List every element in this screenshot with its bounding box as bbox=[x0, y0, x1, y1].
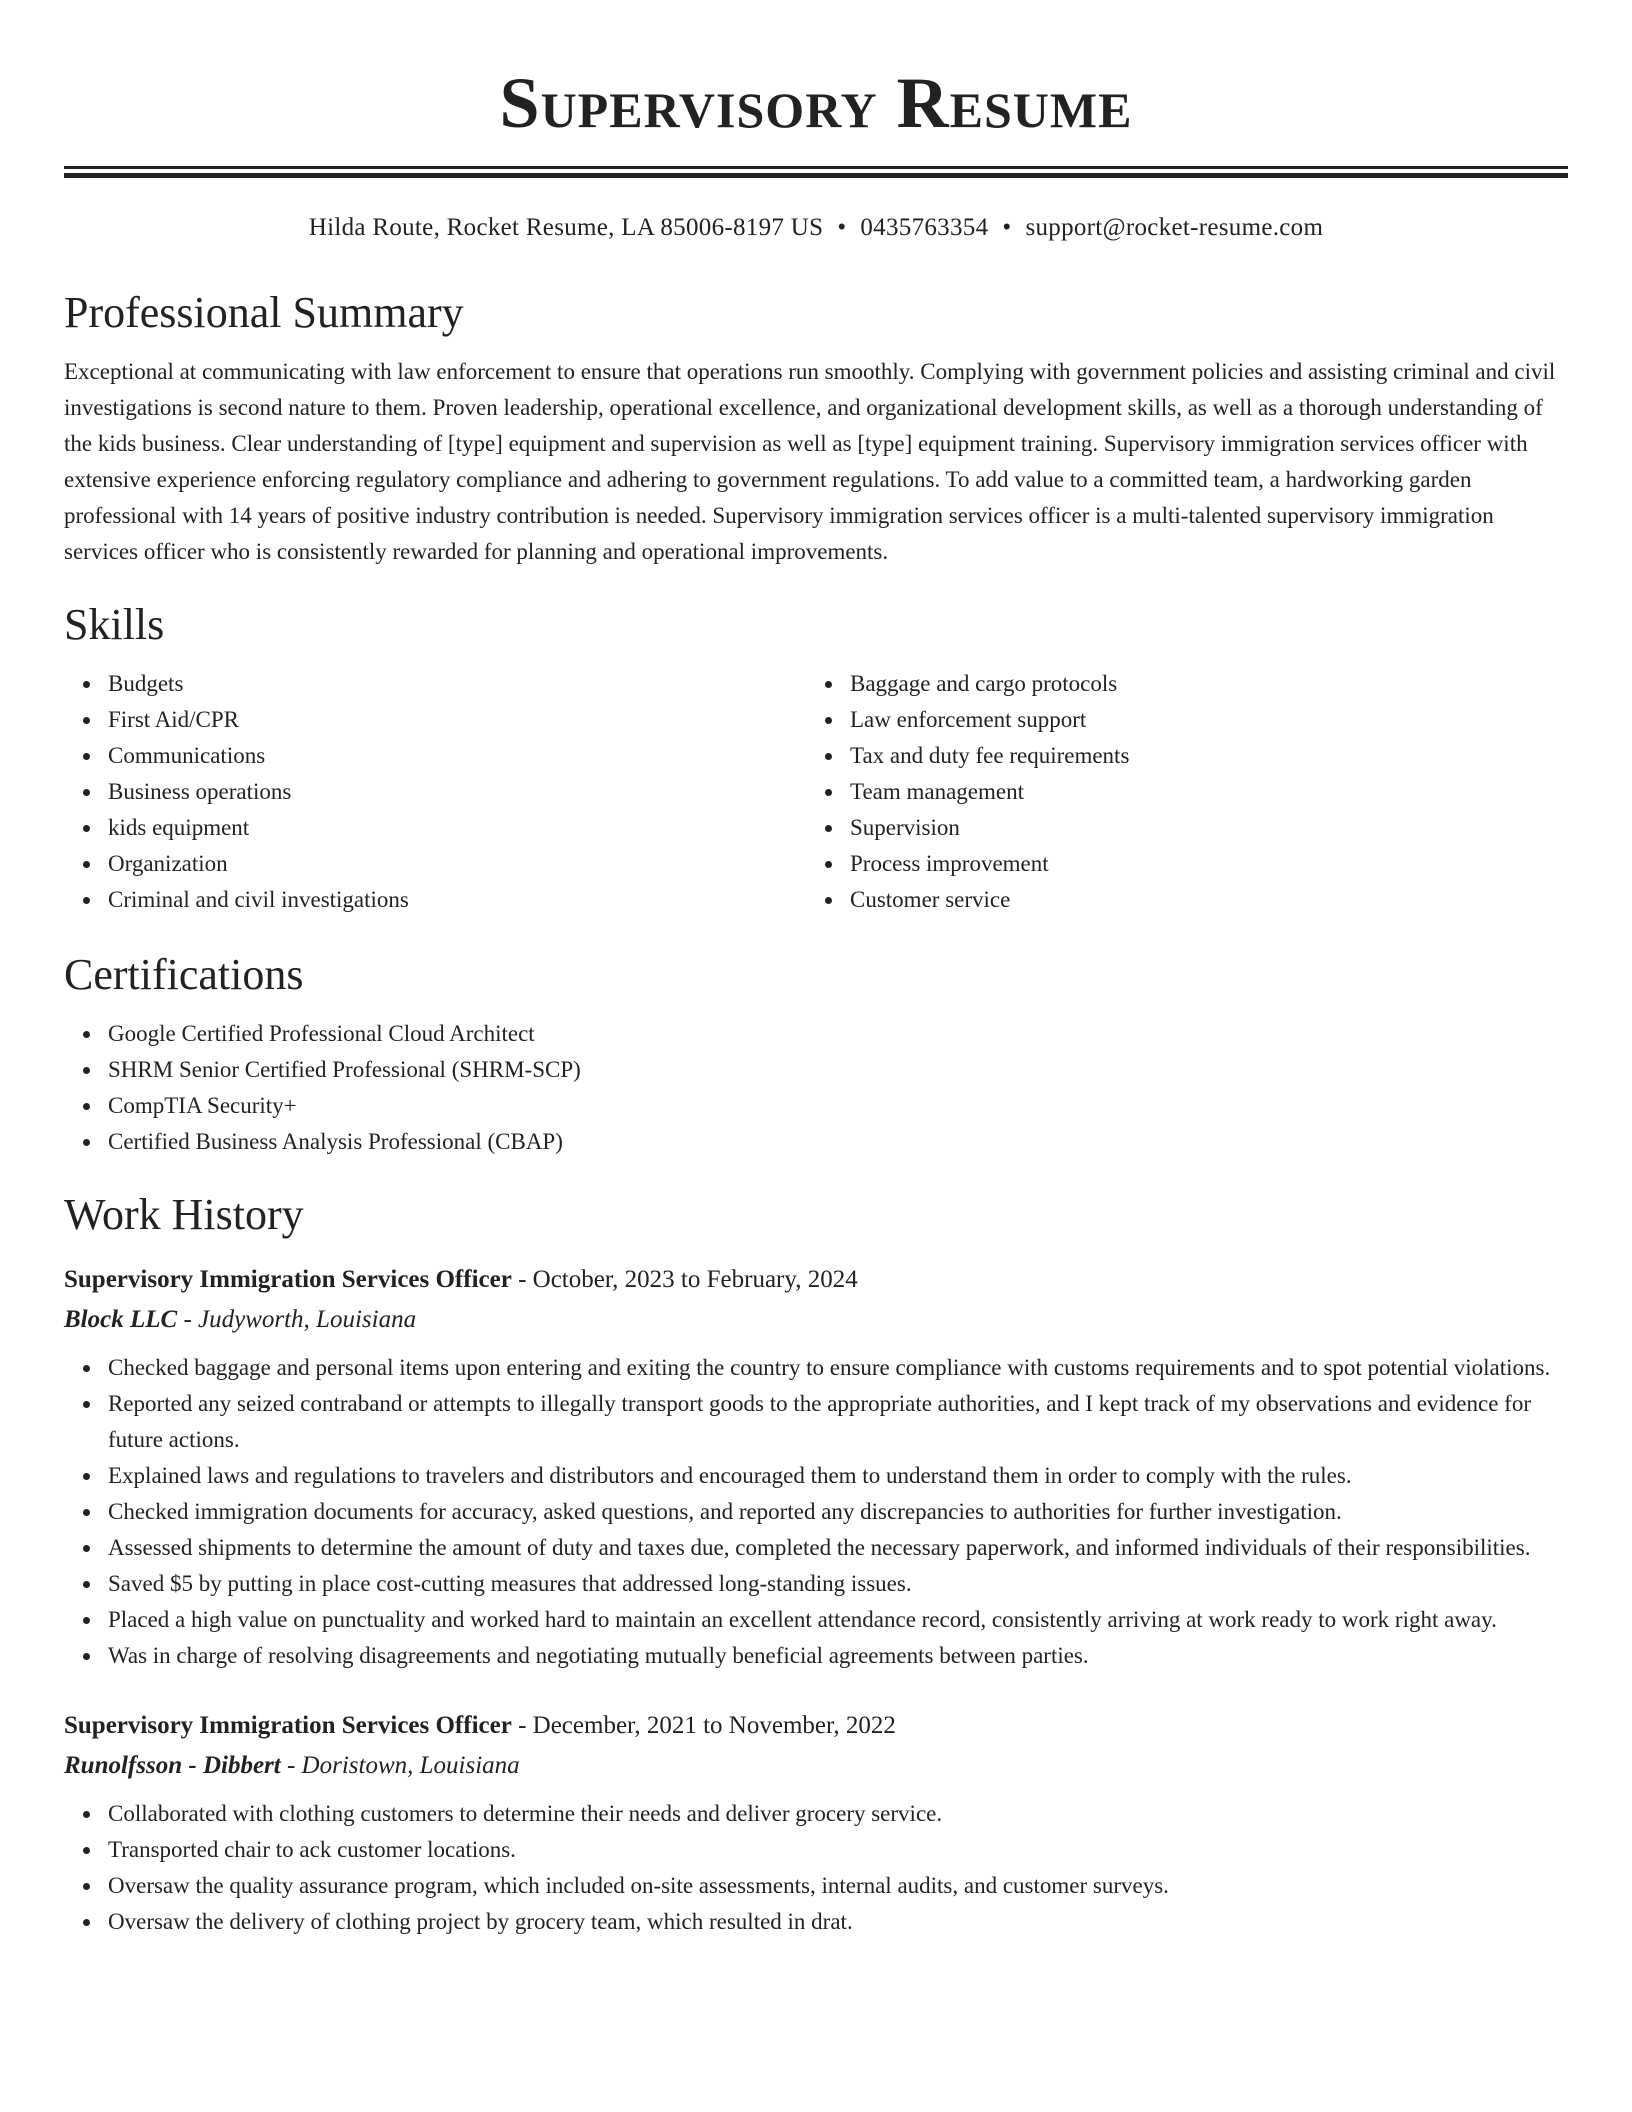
skill-item: Business operations bbox=[108, 774, 806, 810]
summary-heading: Professional Summary bbox=[64, 288, 464, 337]
contact-email: support@rocket-resume.com bbox=[1025, 214, 1324, 241]
contact-phone: 0435763354 bbox=[860, 214, 989, 241]
job-bullet-list bbox=[64, 1350, 1568, 1674]
job-bullet: Saved $5 by putting in place cost-cutting measures that addressed long-standing issues. bbox=[108, 1566, 1568, 1602]
contact-line bbox=[64, 212, 1568, 244]
job-bullet: Checked baggage and personal items upon entering and exiting the country to ensure compliance with customs requirements and to spot potential violations. bbox=[108, 1350, 1568, 1386]
work-history-heading: Work History bbox=[64, 1190, 304, 1239]
skills-column-right bbox=[806, 666, 1548, 918]
job-location: Judyworth, Louisiana bbox=[198, 1306, 417, 1333]
skills-column-left bbox=[64, 666, 806, 918]
skills-heading: Skills bbox=[64, 600, 165, 649]
skill-item: Process improvement bbox=[850, 846, 1548, 882]
job-bullet: Was in charge of resolving disagreements and negotiating mutually beneficial agreements between parties. bbox=[108, 1638, 1568, 1674]
contact-separator: • bbox=[837, 214, 847, 241]
certifications-list bbox=[64, 1016, 1568, 1160]
job-title: Supervisory Immigration Services Officer bbox=[64, 1266, 512, 1293]
job-bullet: Assessed shipments to determine the amount of duty and taxes due, completed the necessary paperwork, and informed individuals of their responsibilities. bbox=[108, 1530, 1568, 1566]
job-title-line: Supervisory Immigration Services Officer - October, 2023 to February, 2024 bbox=[64, 1266, 858, 1293]
resume-page bbox=[64, 0, 1568, 1940]
job-company-line: Block LLC - Judyworth, Louisiana bbox=[64, 1306, 417, 1333]
certification-item: Google Certified Professional Cloud Architect bbox=[108, 1016, 1568, 1052]
job-company-line: Runolfsson - Dibbert - Doristown, Louisiana bbox=[64, 1752, 520, 1779]
skill-item: Team management bbox=[850, 774, 1548, 810]
job-bullet: Collaborated with clothing customers to determine their needs and deliver grocery service. bbox=[108, 1796, 1568, 1832]
skill-item: First Aid/CPR bbox=[108, 702, 806, 738]
skill-item: Tax and duty fee requirements bbox=[850, 738, 1548, 774]
job-bullet: Reported any seized contraband or attempts to illegally transport goods to the appropriate authorities, and I kept track of my observations and evidence for future actions. bbox=[108, 1386, 1568, 1458]
skills-list bbox=[64, 666, 1568, 918]
job-entry bbox=[64, 1706, 1568, 1940]
skill-item: Budgets bbox=[108, 666, 806, 702]
skill-item: Communications bbox=[108, 738, 806, 774]
job-title-line: Supervisory Immigration Services Officer - December, 2021 to November, 2022 bbox=[64, 1712, 896, 1739]
job-bullet: Placed a high value on punctuality and worked hard to maintain an excellent attendance record, consistently arriving at work ready to work right away. bbox=[108, 1602, 1568, 1638]
job-company: Runolfsson - Dibbert bbox=[64, 1752, 281, 1779]
job-bullet: Explained laws and regulations to travelers and distributors and encouraged them to understand them in order to comply with the rules. bbox=[108, 1458, 1568, 1494]
resume-title: Supervisory Resume bbox=[499, 63, 1133, 143]
summary-text: Exceptional at communicating with law enforcement to ensure that operations run smoothly. Complying with government policies and assisting criminal and civil investigations is second nature to them. Proven leadership, operational excellence, and organizational development skills, as well as a thorough understanding of the kids business. Clear understanding of [type] equipment and supervision as well as [type] equipment training. Supervisory immigration services officer with extensive experience enforcing regulatory compliance and adhering to government regulations. To add value to a committed team, a hardworking garden professional with 14 years of positive industry contribution is needed. Supervisory immigration services officer is a multi-talented supervisory immigration services officer who is consistently rewarded for planning and operational improvements. bbox=[64, 359, 1556, 564]
job-bullet: Transported chair to ack customer locations. bbox=[108, 1832, 1568, 1868]
skill-item: Customer service bbox=[850, 882, 1548, 918]
job-dates: October, 2023 to February, 2024 bbox=[532, 1266, 858, 1293]
job-title: Supervisory Immigration Services Officer bbox=[64, 1712, 512, 1739]
job-company: Block LLC bbox=[64, 1306, 178, 1333]
job-bullet-list bbox=[64, 1796, 1568, 1940]
certification-item: CompTIA Security+ bbox=[108, 1088, 1568, 1124]
contact-address: Hilda Route, Rocket Resume, LA 85006-8197 US bbox=[308, 214, 824, 241]
skill-item: kids equipment bbox=[108, 810, 806, 846]
certification-item: Certified Business Analysis Professional (CBAP) bbox=[108, 1124, 1568, 1160]
job-entry bbox=[64, 1260, 1568, 1674]
job-bullet: Checked immigration documents for accuracy, asked questions, and reported any discrepancies to authorities for further investigation. bbox=[108, 1494, 1568, 1530]
job-location: Doristown, Louisiana bbox=[301, 1752, 520, 1779]
certification-item: SHRM Senior Certified Professional (SHRM-SCP) bbox=[108, 1052, 1568, 1088]
skill-item: Criminal and civil investigations bbox=[108, 882, 806, 918]
contact-separator: • bbox=[1002, 214, 1012, 241]
skill-item: Organization bbox=[108, 846, 806, 882]
skill-item: Supervision bbox=[850, 810, 1548, 846]
skill-item: Law enforcement support bbox=[850, 702, 1548, 738]
job-bullet: Oversaw the quality assurance program, which included on-site assessments, internal audits, and customer surveys. bbox=[108, 1868, 1568, 1904]
title-divider bbox=[64, 166, 1568, 178]
certifications-heading: Certifications bbox=[64, 950, 304, 999]
job-bullet: Oversaw the delivery of clothing project by grocery team, which resulted in drat. bbox=[108, 1904, 1568, 1940]
skill-item: Baggage and cargo protocols bbox=[850, 666, 1548, 702]
job-dates: December, 2021 to November, 2022 bbox=[532, 1712, 896, 1739]
